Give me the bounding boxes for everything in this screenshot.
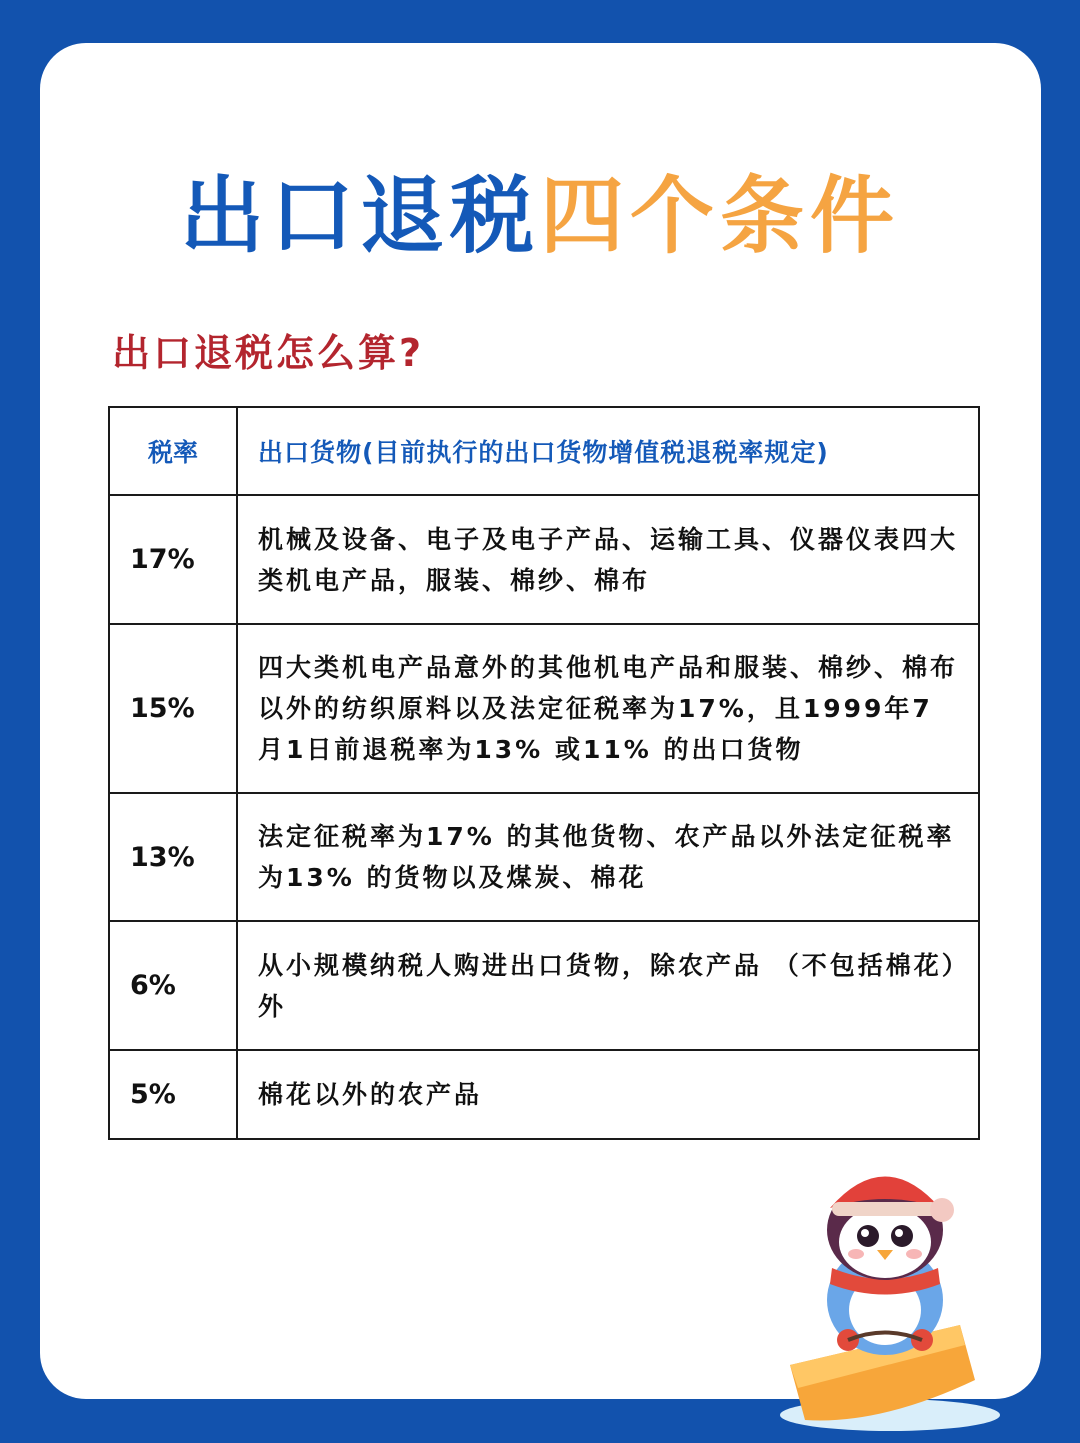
table-row [109,1050,979,1139]
table-row [109,793,979,921]
row-goods: 从小规模纳税人购进出口货物，除农产品 （不包括棉花）外 [237,921,979,1050]
section-subtitle: 出口退税怎么算? [112,331,425,375]
header-goods: 出口货物(目前执行的出口货物增值税退税率规定) [237,407,979,495]
table-row [109,921,979,1050]
row-rate: 5% [109,1050,237,1139]
penguin-sled-icon [760,1150,1000,1435]
row-goods: 棉花以外的农产品 [237,1050,979,1139]
page-title [0,168,1080,264]
title-part-1: 出口退税 [179,167,540,265]
table-row [109,624,979,793]
refund-rate-table [108,406,980,1140]
header-rate: 税率 [109,407,237,495]
row-goods: 四大类机电产品意外的其他机电产品和服装、棉纱、棉布以外的纺织原料以及法定征税率为17%，且1999年7 月1日前退税率为13% 或11% 的出口货物 [237,624,979,793]
row-rate: 13% [109,793,237,921]
row-rate: 17% [109,495,237,624]
row-goods: 机械及设备、电子及电子产品、运输工具、仪器仪表四大类机电产品，服装、棉纱、棉布 [237,495,979,624]
title-part-2: 四个条件 [540,167,901,265]
table-header-row [109,407,979,495]
table-row [109,495,979,624]
row-rate: 6% [109,921,237,1050]
row-rate: 15% [109,624,237,793]
row-goods: 法定征税率为17% 的其他货物、农产品以外法定征税率为13% 的货物以及煤炭、棉花 [237,793,979,921]
